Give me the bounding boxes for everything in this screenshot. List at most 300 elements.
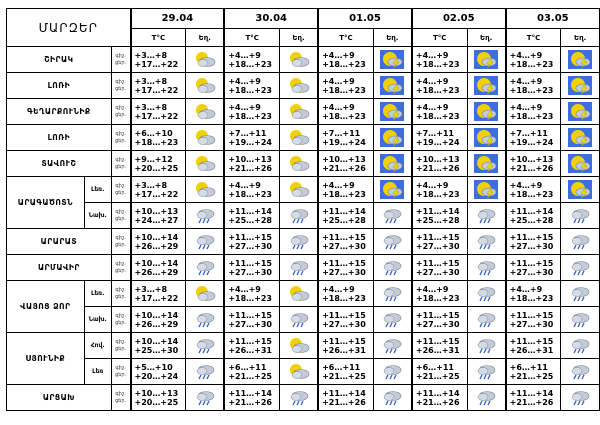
weather-cell — [280, 151, 319, 177]
day-temp: +21…+26 — [509, 397, 554, 407]
day-temp: +25…+28 — [415, 215, 460, 225]
night-temp: +11…+14 — [509, 388, 554, 398]
night-temp: +11…+14 — [415, 388, 460, 398]
temperature-cell — [224, 47, 279, 73]
weather-cell — [467, 229, 506, 255]
night-temp: +4…+9 — [322, 76, 355, 86]
night-day-label — [111, 47, 130, 73]
temperature-cell — [318, 385, 373, 411]
partly-cloudy-icon — [280, 155, 317, 172]
temperature-cell — [412, 73, 467, 99]
table-row — [7, 281, 600, 307]
night-label: գիշ. — [115, 390, 126, 397]
weather-cell — [280, 203, 319, 229]
temp-label: T°C — [412, 29, 467, 47]
cloud-rain-icon — [374, 286, 411, 302]
night-temp: +6…+11 — [415, 362, 454, 372]
day-temp: +18…+23 — [228, 111, 272, 121]
night-temp: +11…+15 — [415, 310, 460, 320]
night-temp: +10…+13 — [228, 154, 272, 164]
night-temp: +4…+9 — [415, 76, 449, 86]
regions-header: ՄԱՐԶԵՐ — [7, 9, 131, 47]
temp-label: T°C — [131, 29, 186, 47]
night-temp: +4…+9 — [415, 284, 449, 294]
partly-cloudy-icon — [280, 363, 317, 380]
weather-cell — [373, 229, 412, 255]
table-row — [7, 47, 600, 73]
night-temp: +11…+15 — [228, 232, 272, 242]
cloud-rain-icon — [280, 260, 317, 276]
temperature-cell — [318, 359, 373, 385]
day-temp: +27…+30 — [415, 241, 460, 251]
cloud-rain-icon — [561, 312, 599, 328]
night-temp: +3…+8 — [134, 76, 168, 86]
partly-cloudy-icon — [186, 285, 223, 302]
day-temp: +17…+22 — [134, 111, 179, 121]
day-temp: +27…+30 — [322, 241, 366, 251]
day-temp: +27…+30 — [509, 319, 554, 329]
temperature-cell — [412, 125, 467, 151]
weather-cell — [186, 255, 225, 281]
night-temp: +11…+15 — [322, 232, 366, 242]
night-label: գիշ. — [115, 182, 126, 189]
partly-cloudy-icon — [186, 77, 223, 94]
night-temp: +7…+11 — [509, 128, 548, 138]
cloud-rain-icon — [468, 234, 505, 250]
weather-cell — [373, 281, 412, 307]
night-label: գիշ. — [115, 234, 126, 241]
day-label: ցեր. — [115, 319, 127, 326]
night-temp: +7…+11 — [228, 128, 267, 138]
day-temp: +20…+24 — [134, 371, 179, 381]
weather-cell — [186, 177, 225, 203]
temperature-cell — [412, 99, 467, 125]
temperature-cell — [224, 177, 279, 203]
night-temp: +11…+14 — [228, 388, 272, 398]
weather-cell — [561, 255, 600, 281]
weather-cell — [561, 203, 600, 229]
weather-cell — [186, 99, 225, 125]
day-temp: +27…+30 — [415, 267, 460, 277]
day-temp: +21…+26 — [415, 163, 460, 173]
cloud-rain-icon — [468, 208, 505, 224]
day-temp: +18…+23 — [509, 59, 554, 69]
day-temp: +18…+23 — [322, 85, 366, 95]
day-label: ցեր. — [115, 85, 127, 92]
cloud-rain-icon — [374, 234, 411, 250]
region-name: ԼՈՌԻ — [7, 73, 112, 99]
partly-cloudy-icon — [280, 77, 317, 94]
partly-cloudy-icon — [280, 51, 317, 68]
weather-cell — [561, 151, 600, 177]
day-label: ցեր. — [115, 293, 127, 300]
weather-cell — [280, 281, 319, 307]
weather-cell — [561, 73, 600, 99]
temperature-cell — [318, 177, 373, 203]
weather-cell — [373, 307, 412, 333]
weather-cell — [561, 307, 600, 333]
night-temp: +11…+14 — [415, 206, 460, 216]
weather-label: Եղ. — [280, 29, 319, 47]
weather-cell — [280, 99, 319, 125]
sun-thunderstorm-icon — [468, 128, 505, 147]
cloud-rain-icon — [186, 364, 223, 380]
night-temp: +4…+9 — [322, 180, 355, 190]
night-day-label — [111, 281, 130, 307]
day-temp: +18…+23 — [415, 111, 460, 121]
temperature-cell — [412, 385, 467, 411]
weather-cell — [467, 385, 506, 411]
sun-thunderstorm-icon — [468, 180, 505, 199]
night-temp: +11…+15 — [322, 336, 366, 346]
night-day-label — [111, 359, 130, 385]
night-label: գիշ. — [115, 286, 126, 293]
temperature-cell — [506, 307, 561, 333]
weather-cell — [280, 125, 319, 151]
day-temp: +27…+30 — [509, 241, 554, 251]
night-temp: +10…+13 — [134, 206, 179, 216]
cloud-rain-icon — [186, 234, 223, 250]
day-temp: +19…+24 — [322, 137, 366, 147]
subregion-label: Լեռ. — [84, 281, 111, 307]
day-temp: +20…+25 — [134, 163, 179, 173]
temperature-cell — [131, 73, 186, 99]
temperature-cell — [131, 99, 186, 125]
date-header: 02.05 — [412, 9, 506, 29]
weather-cell — [467, 125, 506, 151]
date-header: 29.04 — [131, 9, 225, 29]
night-temp: +4…+9 — [322, 284, 355, 294]
temperature-cell — [318, 99, 373, 125]
day-temp: +27…+30 — [322, 267, 366, 277]
day-temp: +18…+23 — [228, 85, 272, 95]
weather-cell — [561, 177, 600, 203]
temperature-cell — [224, 203, 279, 229]
day-temp: +17…+22 — [134, 85, 179, 95]
cloud-rain-icon — [280, 234, 317, 250]
weather-label: Եղ. — [561, 29, 600, 47]
weather-cell — [373, 255, 412, 281]
night-day-label — [111, 99, 130, 125]
day-label: ցեր. — [115, 267, 127, 274]
temperature-cell — [318, 333, 373, 359]
table-row — [7, 73, 600, 99]
night-temp: +4…+9 — [228, 284, 261, 294]
night-temp: +11…+15 — [415, 258, 460, 268]
night-temp: +9…+12 — [134, 154, 173, 164]
weather-cell — [373, 73, 412, 99]
day-temp: +21…+25 — [322, 371, 366, 381]
table-row — [7, 125, 600, 151]
weather-cell — [561, 281, 600, 307]
temperature-cell — [131, 229, 186, 255]
night-temp: +10…+13 — [134, 388, 179, 398]
night-temp: +11…+15 — [509, 310, 554, 320]
temperature-cell — [318, 47, 373, 73]
day-temp: +21…+26 — [322, 163, 366, 173]
day-temp: +17…+22 — [134, 293, 179, 303]
day-temp: +18…+23 — [415, 189, 460, 199]
temperature-cell — [318, 229, 373, 255]
weather-cell — [373, 359, 412, 385]
temperature-cell — [506, 229, 561, 255]
sun-thunderstorm-icon — [468, 76, 505, 95]
temperature-cell — [412, 281, 467, 307]
day-temp: +18…+23 — [228, 293, 272, 303]
temperature-cell — [412, 229, 467, 255]
region-name: ԱՐԱԳԱԾՈՏՆ — [7, 177, 85, 229]
night-temp: +10…+14 — [134, 232, 179, 242]
date-header: 01.05 — [318, 9, 412, 29]
night-temp: +6…+10 — [134, 128, 173, 138]
day-temp: +25…+28 — [322, 215, 366, 225]
weather-cell — [186, 151, 225, 177]
night-temp: +11…+14 — [322, 388, 366, 398]
weather-cell — [561, 47, 600, 73]
day-temp: +20…+25 — [134, 397, 179, 407]
night-temp: +4…+9 — [509, 76, 543, 86]
day-temp: +27…+30 — [509, 267, 554, 277]
night-label: գիշ. — [115, 312, 126, 319]
weather-cell — [280, 73, 319, 99]
temperature-cell — [131, 385, 186, 411]
temperature-cell — [506, 99, 561, 125]
sun-thunderstorm-icon — [374, 50, 411, 69]
night-day-label — [111, 385, 130, 411]
cloud-rain-icon — [374, 364, 411, 380]
weather-cell — [373, 177, 412, 203]
day-temp: +26…+29 — [134, 267, 179, 277]
weather-cell — [186, 359, 225, 385]
temperature-cell — [224, 281, 279, 307]
night-temp: +4…+9 — [228, 50, 261, 60]
night-temp: +4…+9 — [228, 102, 261, 112]
night-label: գիշ. — [115, 104, 126, 111]
cloud-rain-icon — [374, 208, 411, 224]
cloud-rain-icon — [186, 208, 223, 224]
temperature-cell — [412, 307, 467, 333]
temperature-cell — [412, 203, 467, 229]
temperature-cell — [318, 73, 373, 99]
weather-cell — [373, 99, 412, 125]
temperature-cell — [506, 47, 561, 73]
weather-cell — [186, 229, 225, 255]
day-temp: +27…+30 — [228, 241, 272, 251]
night-temp: +11…+14 — [509, 206, 554, 216]
day-temp: +18…+23 — [228, 189, 272, 199]
cloud-rain-icon — [186, 260, 223, 276]
weather-label: Եղ. — [467, 29, 506, 47]
temperature-cell — [506, 151, 561, 177]
night-day-label — [111, 125, 130, 151]
day-label: ցեր. — [115, 59, 127, 66]
table-row — [7, 359, 600, 385]
cloud-rain-icon — [280, 312, 317, 328]
temperature-cell — [131, 125, 186, 151]
cloud-rain-icon — [186, 338, 223, 354]
date-header: 30.04 — [224, 9, 318, 29]
cloud-rain-icon — [468, 286, 505, 302]
weather-cell — [467, 99, 506, 125]
night-temp: +11…+14 — [322, 206, 366, 216]
sun-thunderstorm-icon — [468, 50, 505, 69]
subregion-label: Նախ. — [84, 203, 111, 229]
day-temp: +19…+24 — [509, 137, 554, 147]
day-temp: +27…+30 — [228, 267, 272, 277]
partly-cloudy-icon — [280, 285, 317, 302]
night-temp: +11…+15 — [415, 232, 460, 242]
weather-cell — [280, 333, 319, 359]
table-row — [7, 177, 600, 203]
cloud-rain-icon — [468, 260, 505, 276]
weather-cell — [280, 307, 319, 333]
night-temp: +3…+8 — [134, 284, 168, 294]
temperature-cell — [131, 177, 186, 203]
partly-cloudy-icon — [280, 103, 317, 120]
day-temp: +19…+24 — [415, 137, 460, 147]
weather-cell — [373, 333, 412, 359]
day-temp: +26…+29 — [134, 241, 179, 251]
sun-thunderstorm-icon — [561, 50, 599, 69]
day-temp: +26…+31 — [228, 345, 272, 355]
cloud-rain-icon — [561, 390, 599, 406]
partly-cloudy-icon — [280, 337, 317, 354]
day-temp: +27…+30 — [228, 319, 272, 329]
subregion-label: Լեռ. — [84, 177, 111, 203]
night-label: գիշ. — [115, 260, 126, 267]
temperature-cell — [506, 73, 561, 99]
cloud-rain-icon — [561, 364, 599, 380]
cloud-rain-icon — [280, 208, 317, 224]
table-row — [7, 333, 600, 359]
day-label: ցեր. — [115, 189, 127, 196]
night-temp: +4…+9 — [415, 102, 449, 112]
temperature-cell — [412, 47, 467, 73]
weather-cell — [467, 47, 506, 73]
night-temp: +11…+15 — [228, 258, 272, 268]
cloud-rain-icon — [468, 390, 505, 406]
cloud-rain-icon — [186, 312, 223, 328]
day-temp: +18…+23 — [322, 293, 366, 303]
region-name: ԳԵՂԱՐՔՈՒՆԻՔ — [7, 99, 112, 125]
table-row — [7, 255, 600, 281]
night-temp: +11…+15 — [509, 258, 554, 268]
day-label: ցեր. — [115, 111, 127, 118]
temperature-cell — [506, 255, 561, 281]
weather-cell — [186, 385, 225, 411]
night-temp: +6…+11 — [322, 362, 361, 372]
weather-cell — [467, 177, 506, 203]
temperature-cell — [506, 203, 561, 229]
temperature-cell — [131, 47, 186, 73]
cloud-rain-icon — [468, 312, 505, 328]
sun-thunderstorm-icon — [374, 128, 411, 147]
night-label: գիշ. — [115, 156, 126, 163]
sun-thunderstorm-icon — [561, 128, 599, 147]
forecast-table — [6, 8, 600, 411]
partly-cloudy-icon — [280, 181, 317, 198]
day-temp: +25…+30 — [134, 345, 179, 355]
weather-cell — [561, 125, 600, 151]
cloud-rain-icon — [374, 312, 411, 328]
weather-cell — [186, 281, 225, 307]
day-temp: +17…+22 — [134, 189, 179, 199]
region-name: ԱՐՑԱԽ — [7, 385, 112, 411]
weather-cell — [186, 47, 225, 73]
day-temp: +21…+25 — [415, 371, 460, 381]
temperature-cell — [318, 125, 373, 151]
weather-cell — [373, 151, 412, 177]
night-temp: +11…+15 — [509, 232, 554, 242]
day-label: ցեր. — [115, 215, 127, 222]
night-temp: +10…+13 — [509, 154, 554, 164]
night-label: գիշ. — [115, 208, 126, 215]
temperature-cell — [224, 151, 279, 177]
subregion-label: Լեռ — [84, 359, 111, 385]
night-temp: +4…+9 — [228, 180, 261, 190]
temperature-cell — [224, 99, 279, 125]
temperature-cell — [412, 255, 467, 281]
region-name: ՍՅՈՒՆԻՔ — [7, 333, 85, 385]
day-temp: +18…+23 — [134, 137, 179, 147]
partly-cloudy-icon — [186, 155, 223, 172]
temperature-cell — [131, 203, 186, 229]
table-row — [7, 385, 600, 411]
night-label: գիշ. — [115, 364, 126, 371]
day-temp: +25…+28 — [509, 215, 554, 225]
temperature-cell — [224, 385, 279, 411]
table-row — [7, 151, 600, 177]
cloud-rain-icon — [561, 338, 599, 354]
night-temp: +3…+8 — [134, 102, 168, 112]
weather-cell — [373, 47, 412, 73]
date-header: 03.05 — [506, 9, 600, 29]
night-temp: +10…+14 — [134, 310, 179, 320]
day-label: ցեր. — [115, 163, 127, 170]
cloud-rain-icon — [561, 208, 599, 224]
day-temp: +18…+23 — [415, 59, 460, 69]
temperature-cell — [224, 307, 279, 333]
cloud-rain-icon — [468, 364, 505, 380]
temperature-cell — [131, 307, 186, 333]
night-day-label — [111, 255, 130, 281]
weather-cell — [467, 359, 506, 385]
weather-cell — [561, 333, 600, 359]
day-temp: +27…+30 — [322, 319, 366, 329]
sun-thunderstorm-icon — [374, 76, 411, 95]
weather-cell — [561, 385, 600, 411]
temperature-cell — [131, 359, 186, 385]
day-temp: +18…+23 — [509, 293, 554, 303]
day-label: ցեր. — [115, 137, 127, 144]
sun-thunderstorm-icon — [374, 154, 411, 173]
cloud-rain-icon — [468, 338, 505, 354]
day-temp: +21…+25 — [509, 371, 554, 381]
day-temp: +26…+29 — [134, 319, 179, 329]
weather-cell — [280, 177, 319, 203]
night-temp: +11…+15 — [322, 310, 366, 320]
cloud-rain-icon — [561, 260, 599, 276]
weather-label: Եղ. — [373, 29, 412, 47]
day-temp: +18…+23 — [228, 59, 272, 69]
partly-cloudy-icon — [186, 51, 223, 68]
weather-cell — [561, 359, 600, 385]
sun-thunderstorm-icon — [468, 154, 505, 173]
partly-cloudy-icon — [186, 181, 223, 198]
day-temp: +21…+25 — [228, 371, 272, 381]
night-temp: +11…+15 — [509, 336, 554, 346]
day-temp: +24…+27 — [134, 215, 179, 225]
